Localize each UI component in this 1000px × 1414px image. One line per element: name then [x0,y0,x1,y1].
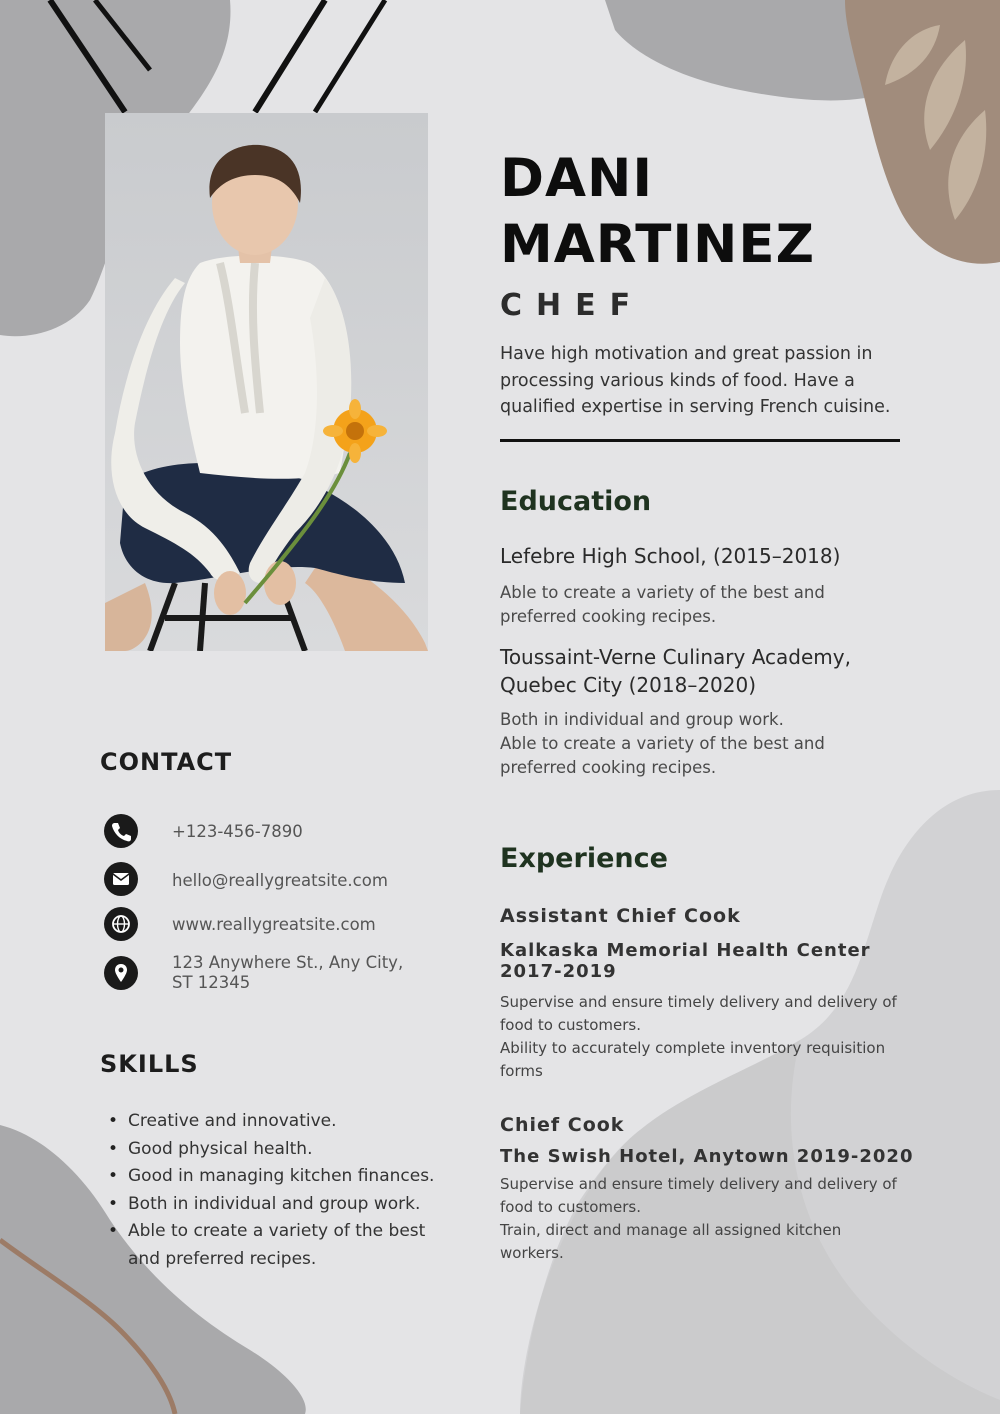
full-name [500,146,815,278]
last-name: MARTINEZ [500,214,816,275]
list-item: • Good physical health. [108,1136,448,1164]
education-desc-2 [500,708,840,780]
job-duty-1a: Supervise and ensure timely delivery and delivery of food to customers. [500,993,897,1034]
mail-icon [104,862,138,896]
email-text[interactable]: hello@reallygreatsite.com [172,871,388,890]
phone-icon [104,814,138,848]
education-desc-2-line1: Both in individual and group work. [500,710,784,729]
list-item: • Creative and innovative. [108,1108,448,1136]
job-duty-2a: Supervise and ensure timely delivery and delivery of food to customers. [500,1175,897,1216]
list-item: • Good in managing kitchen finances. [108,1163,448,1191]
education-desc-1: Able to create a variety of the best and preferred cooking recipes. [500,583,825,626]
job-place-1-name: Kalkaska Memorial Health Center [500,940,871,961]
list-item: • Able to create a variety of the best and preferred recipes. [108,1218,448,1273]
job-duty-1b: Ability to accurately complete inventory requisition forms [500,1039,886,1080]
job-desc-2 [500,1173,900,1265]
education-school-2 [500,643,851,699]
education-heading: Education [500,486,652,517]
website-text[interactable]: www.reallygreatsite.com [172,915,376,934]
blob-top-right [605,0,880,100]
address-line1: 123 Anywhere St., Any City, [172,953,404,972]
address-line2: ST 12345 [172,973,251,992]
job-years-1: 2017-2019 [500,961,617,982]
skills-heading: SKILLS [100,1050,199,1078]
profile-photo [105,113,428,651]
job-place-1 [500,940,871,982]
job-duty-2b: Train, direct and manage all assigned kitchen workers. [500,1221,842,1262]
phone-text: +123-456-7890 [172,822,303,841]
education-desc-2-line2: Able to create a variety of the best and preferred cooking recipes. [500,734,825,777]
job-desc-1 [500,991,900,1083]
education-school-2-line2: Quebec City (2018–2020) [500,673,757,697]
contact-heading: CONTACT [100,748,233,776]
profile-summary: Have high motivation and great passion in processing various kinds of food. Have a qualified expertise in serving French cuisine. [500,344,891,417]
job-title-2: Chief Cook [500,1114,625,1136]
job-title-1: Assistant Chief Cook [500,905,741,927]
job-role: CHEF [500,288,645,323]
experience-heading: Experience [500,843,668,874]
education-school-1: Lefebre High School, (2015–2018) [500,544,841,568]
education-school-2-line1: Toussaint-Verne Culinary Academy, [500,645,851,669]
deco-line-3 [255,0,325,112]
skills-list [108,1108,448,1273]
location-pin-icon [104,956,138,990]
job-place-2: The Swish Hotel, Anytown 2019-2020 [500,1146,914,1167]
first-name: DANI [500,148,654,209]
globe-icon [104,907,138,941]
address-text [172,953,403,993]
divider [500,439,900,442]
list-item: • Both in individual and group work. [108,1191,448,1219]
deco-line-4 [315,0,385,112]
